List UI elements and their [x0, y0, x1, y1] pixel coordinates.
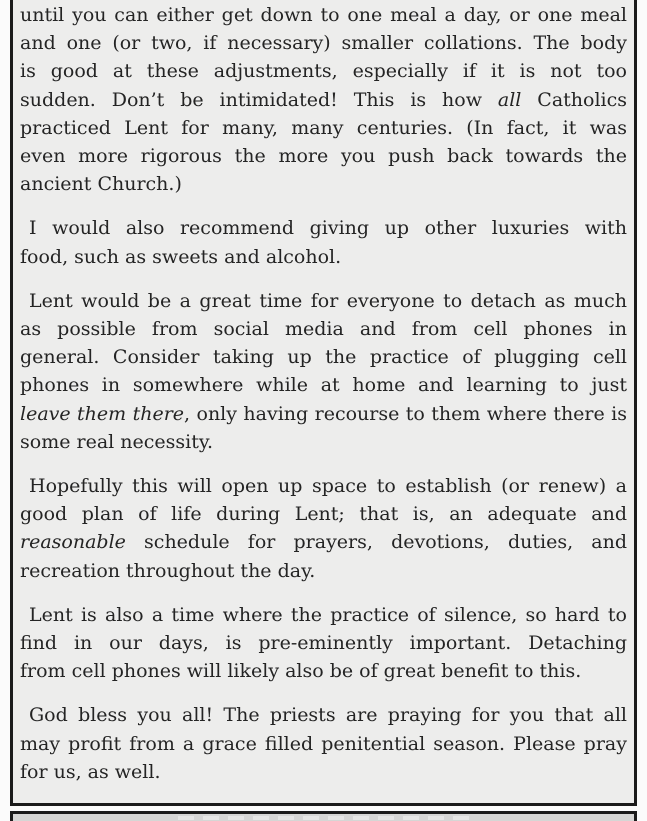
cutoff-text-remnant: [178, 816, 470, 820]
paragraph: [20, 701, 627, 786]
text-line: Lent would be a great time for everyone to detach as much: [29, 289, 627, 312]
text-line: practiced Lent for many, many centuries. (In fact, it was: [20, 116, 627, 139]
text-line: as possible from social media and from cell phones in: [20, 318, 627, 341]
text-line: ancient Church.): [20, 173, 182, 196]
paragraph: [20, 472, 627, 585]
paragraph: [20, 601, 627, 686]
text-line: recreation throughout the day.: [20, 559, 316, 582]
text-line: and one (or two, if necessary) smaller collations. The body: [20, 32, 627, 55]
next-section-box: [10, 811, 637, 821]
document-text: [20, 1, 627, 786]
text-line: find in our days, is pre-eminently important. Detaching: [20, 632, 627, 655]
text-line: reasonable schedule for prayers, devotions, duties, and: [20, 531, 627, 554]
text-line: Lent is also a time where the practice of silence, so hard to: [29, 603, 627, 626]
text-line: God bless you all! The priests are praying for you that all: [29, 704, 627, 727]
text-line: until you can either get down to one meal a day, or one meal: [20, 4, 627, 26]
text-box: [10, 0, 637, 806]
text-line: Hopefully this will open up space to establish (or renew) a: [29, 475, 627, 498]
paragraph: [20, 287, 627, 456]
text-line: is good at these adjustments, especially if it is not too: [20, 60, 627, 83]
text-line: good plan of life during Lent; that is, an adequate and: [20, 503, 627, 526]
text-line: from cell phones will likely also be of great benefit to this.: [20, 660, 582, 683]
text-line: sudden. Don’t be intimidated! This is how all Catholics: [20, 88, 628, 111]
text-line: I would also recommend giving up other luxuries with: [29, 217, 627, 240]
text-line: food, such as sweets and alcohol.: [20, 245, 342, 268]
text-line: leave them there, only having recourse to them where there is: [20, 402, 627, 425]
paragraph: [20, 1, 627, 198]
text-line: even more rigorous the more you push back towards the: [20, 145, 627, 168]
text-line: phones in somewhere while at home and learning to just: [20, 374, 627, 397]
text-line: general. Consider taking up the practice of plugging cell: [20, 346, 627, 369]
text-line: some real necessity.: [20, 430, 214, 453]
text-line: may profit from a grace filled penitential season. Please pray: [20, 732, 627, 755]
paragraph: [20, 214, 627, 270]
text-line: for us, as well.: [20, 760, 161, 783]
